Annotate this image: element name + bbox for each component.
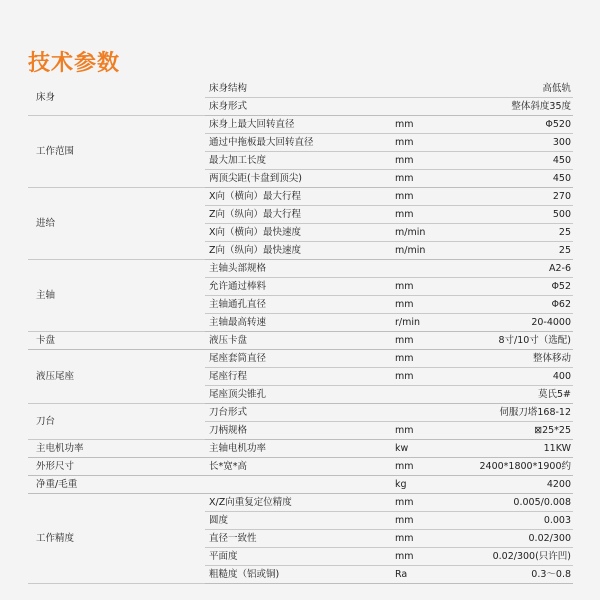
spec-row <box>28 332 573 350</box>
value-label: Φ52 <box>475 278 573 296</box>
value-label: 0.02/300(只许凹) <box>475 548 573 566</box>
value-label: 450 <box>475 170 573 188</box>
value-label: 300 <box>475 134 573 152</box>
value-label: 25 <box>475 242 573 260</box>
unit-label <box>395 80 475 98</box>
category-label: 液压尾座 <box>28 350 205 404</box>
value-label: 8寸/10寸（选配) <box>475 332 573 350</box>
param-label: 尾座行程 <box>205 368 395 386</box>
param-label: 床身形式 <box>205 98 395 116</box>
value-label: 整体移动 <box>475 350 573 368</box>
unit-label: mm <box>395 368 475 386</box>
unit-label: mm <box>395 170 475 188</box>
unit-label: mm <box>395 134 475 152</box>
unit-label: mm <box>395 350 475 368</box>
unit-label: r/min <box>395 314 475 332</box>
spec-row <box>28 494 573 512</box>
unit-label: mm <box>395 116 475 134</box>
param-label: 液压卡盘 <box>205 332 395 350</box>
param-label: 尾座套筒直径 <box>205 350 395 368</box>
unit-label: m/min <box>395 242 475 260</box>
unit-label: Ra <box>395 566 475 584</box>
category-label: 床身 <box>28 80 205 116</box>
value-label: 500 <box>475 206 573 224</box>
spec-row <box>28 188 573 206</box>
spec-row <box>28 350 573 368</box>
category-label: 刀台 <box>28 404 205 440</box>
param-label: Z向（纵向）最快速度 <box>205 242 395 260</box>
value-label: Φ62 <box>475 296 573 314</box>
param-label: 允许通过棒料 <box>205 278 395 296</box>
unit-label: mm <box>395 458 475 476</box>
value-label: 莫氏5# <box>475 386 573 404</box>
param-label: X/Z向重复定位精度 <box>205 494 395 512</box>
unit-label <box>395 260 475 278</box>
spec-row <box>28 116 573 134</box>
category-label: 主轴 <box>28 260 205 332</box>
category-label: 净重/毛重 <box>28 476 205 494</box>
unit-label: mm <box>395 530 475 548</box>
spec-row <box>28 476 573 494</box>
unit-label: mm <box>395 332 475 350</box>
unit-label: mm <box>395 494 475 512</box>
spec-row <box>28 440 573 458</box>
param-label: 粗糙度（铝或铜) <box>205 566 395 584</box>
spec-row <box>28 80 573 98</box>
unit-label <box>395 98 475 116</box>
param-label: 圆度 <box>205 512 395 530</box>
param-label: 尾座顶尖锥孔 <box>205 386 395 404</box>
value-label: 高低轨 <box>475 80 573 98</box>
spec-table <box>28 80 573 584</box>
unit-label: mm <box>395 296 475 314</box>
param-label: X向（横向）最大行程 <box>205 188 395 206</box>
value-label: 0.005/0.008 <box>475 494 573 512</box>
spec-row <box>28 260 573 278</box>
spec-row <box>28 458 573 476</box>
category-label: 工作精度 <box>28 494 205 584</box>
value-label: 伺服刀塔168-12 <box>475 404 573 422</box>
unit-label: mm <box>395 278 475 296</box>
unit-label <box>395 404 475 422</box>
category-label: 进给 <box>28 188 205 260</box>
param-label: 平面度 <box>205 548 395 566</box>
value-label: 0.003 <box>475 512 573 530</box>
param-label: 主轴最高转速 <box>205 314 395 332</box>
unit-label: mm <box>395 548 475 566</box>
page-title: 技术参数 <box>28 51 121 76</box>
unit-label: mm <box>395 422 475 440</box>
unit-label: kg <box>395 476 475 494</box>
value-label: 20-4000 <box>475 314 573 332</box>
category-label: 卡盘 <box>28 332 205 350</box>
value-label: ⊠25*25 <box>475 422 573 440</box>
unit-label: mm <box>395 512 475 530</box>
value-label: 4200 <box>475 476 573 494</box>
param-label: 床身上最大回转直径 <box>205 116 395 134</box>
param-label: 两顶尖距(卡盘到顶尖) <box>205 170 395 188</box>
category-label: 外形尺寸 <box>28 458 205 476</box>
param-label: 最大加工长度 <box>205 152 395 170</box>
param-label: 主轴头部规格 <box>205 260 395 278</box>
value-label: 400 <box>475 368 573 386</box>
param-label: 床身结构 <box>205 80 395 98</box>
param-label: 刀柄规格 <box>205 422 395 440</box>
category-label: 工作范围 <box>28 116 205 188</box>
unit-label: mm <box>395 206 475 224</box>
param-label: 长*宽*高 <box>205 458 395 476</box>
param-label: 直径一致性 <box>205 530 395 548</box>
param-label: 主轴电机功率 <box>205 440 395 458</box>
param-label: 主轴通孔直径 <box>205 296 395 314</box>
value-label: 整体斜度35度 <box>475 98 573 116</box>
param-label: Z向（纵向）最大行程 <box>205 206 395 224</box>
value-label: 450 <box>475 152 573 170</box>
param-label: 通过中拖板最大回转直径 <box>205 134 395 152</box>
param-label: X向（横向）最快速度 <box>205 224 395 242</box>
value-label: 0.02/300 <box>475 530 573 548</box>
unit-label: kw <box>395 440 475 458</box>
value-label: 25 <box>475 224 573 242</box>
unit-label: mm <box>395 152 475 170</box>
param-label: 刀台形式 <box>205 404 395 422</box>
unit-label: mm <box>395 188 475 206</box>
value-label: 0.3～0.8 <box>475 566 573 584</box>
category-label: 主电机功率 <box>28 440 205 458</box>
spec-table-body <box>28 80 573 584</box>
spec-row <box>28 404 573 422</box>
unit-label: m/min <box>395 224 475 242</box>
value-label: 2400*1800*1900约 <box>475 458 573 476</box>
value-label: 270 <box>475 188 573 206</box>
param-label <box>205 476 395 494</box>
value-label: A2-6 <box>475 260 573 278</box>
value-label: Φ520 <box>475 116 573 134</box>
unit-label <box>395 386 475 404</box>
value-label: 11KW <box>475 440 573 458</box>
